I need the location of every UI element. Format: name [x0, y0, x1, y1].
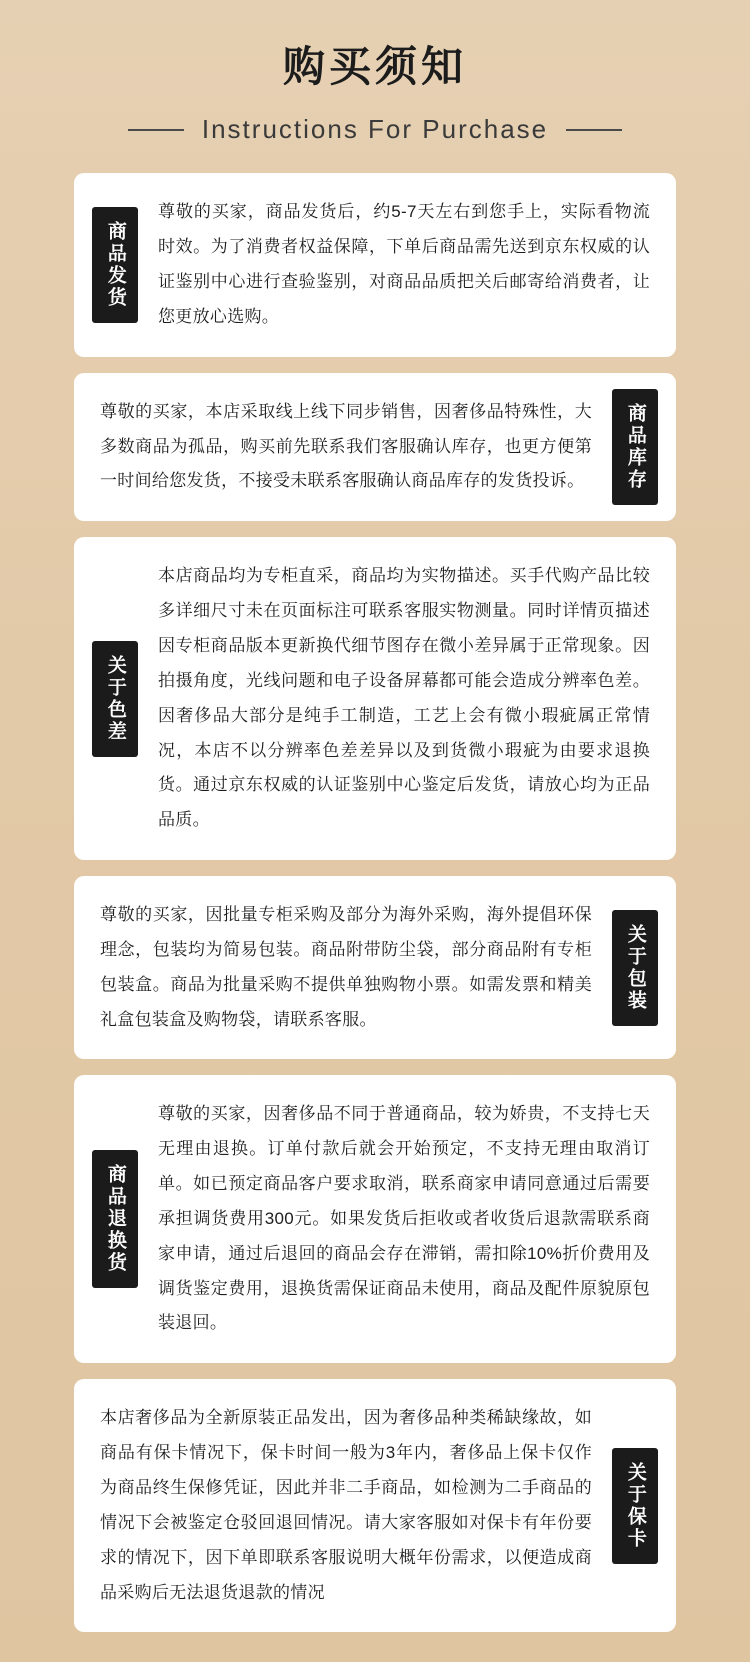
- section-tab-label: 关于保卡: [624, 1461, 646, 1550]
- page-title: 购买须知: [282, 43, 467, 90]
- section-tab-label: 商品库存: [624, 403, 646, 492]
- section-tab-label: 商品退换货: [104, 1164, 126, 1275]
- section-tab-label: 关于包装: [624, 923, 646, 1012]
- section-card-packaging: [74, 876, 676, 1059]
- section-tab-label: 商品发货: [104, 221, 126, 310]
- subtitle-row: [0, 114, 750, 145]
- section-tab-warranty-card: [612, 1448, 658, 1564]
- section-card-shipping: [74, 173, 676, 356]
- section-card-color-difference: [74, 537, 676, 860]
- section-card-warranty-card: [74, 1379, 676, 1632]
- section-paragraph: 尊敬的买家，因批量专柜采购及部分为海外采购，海外提倡环保理念，包装均为简易包装。商品附带防尘袋，部分商品附有专柜包装盒。商品为批量采购不提供单独购物小票。如需发票和精美礼盒包装盒及购物袋，请联系客服。: [100, 905, 592, 1029]
- section-card-returns: [74, 1075, 676, 1363]
- section-tab-returns: [92, 1150, 138, 1288]
- section-paragraph: 本店商品均为专柜直采，商品均为实物描述。买手代购产品比较多详细尺寸未在页面标注可联系客服实物测量。同时详情页描述因专柜商品版本更新换代细节图存在微小差异属于正常现象。因拍摄角度，光线问题和电子设备屏幕都可能会造成分辨率色差。因奢侈品大部分是纯手工制造，工艺上会有微小瑕疵属正常情况，本店不以分辨率色差差异以及到货微小瑕疵为由要求退换货。通过京东权威的认证鉴别中心鉴定后发货，请放心均为正品品质。: [158, 566, 650, 830]
- page-header: [0, 0, 750, 145]
- section-paragraph: 本店奢侈品为全新原装正品发出，因为奢侈品种类稀缺缘故，如商品有保卡情况下，保卡时间一般为3年内，奢侈品上保卡仅作为商品终生保修凭证，因此并非二手商品，如检测为二手商品的情况下会被鉴定仓驳回退回情况。请大家客服如对保卡有年份要求的情况下，因下单即联系客服说明大概年份需求，以便造成商品采购后无法退货退款的情况: [100, 1408, 592, 1602]
- section-text-stock: [74, 373, 676, 522]
- section-tab-color-difference: [92, 641, 138, 757]
- section-tab-packaging: [612, 910, 658, 1026]
- section-text-warranty-card: [74, 1379, 676, 1632]
- section-paragraph: 尊敬的买家，因奢侈品不同于普通商品，较为娇贵，不支持七天无理由退换。订单付款后就会开始预定，不支持无理由取消订单。如已预定商品客户要求取消，联系商家申请同意通过后需要承担调货费用300元。如果发货后拒收或者收货后退款需联系商家申请，通过后退回的商品会存在滞销，需扣除10%折价费用及调货鉴定费用，退换货需保证商品未使用，商品及配件原貌原包装退回。: [158, 1104, 650, 1333]
- section-paragraph: 尊敬的买家，本店采取线上线下同步销售，因奢侈品特殊性，大多数商品为孤品，购买前先联系我们客服确认库存，也更方便第一时间给您发货，不接受未联系客服确认商品库存的发货投诉。: [100, 401, 592, 491]
- section-text-returns: [74, 1075, 676, 1363]
- sections-list: [0, 173, 750, 1632]
- section-tab-label: 关于色差: [104, 654, 126, 743]
- section-tab-shipping: [92, 207, 138, 323]
- section-card-stock: [74, 373, 676, 522]
- section-paragraph: 尊敬的买家，商品发货后，约5-7天左右到您手上，实际看物流时效。为了消费者权益保障，下单后商品需先送到京东权威的认证鉴别中心进行查验鉴别，对商品品质把关后邮寄给消费者，让您更放心选购。: [158, 202, 650, 326]
- section-tab-stock: [612, 389, 658, 505]
- section-text-shipping: [74, 173, 676, 356]
- page-subtitle: Instructions For Purchase: [201, 114, 549, 145]
- divider-line-left: [128, 129, 184, 131]
- section-text-color-difference: [74, 537, 676, 860]
- divider-line-right: [566, 129, 622, 131]
- section-text-packaging: [74, 876, 676, 1059]
